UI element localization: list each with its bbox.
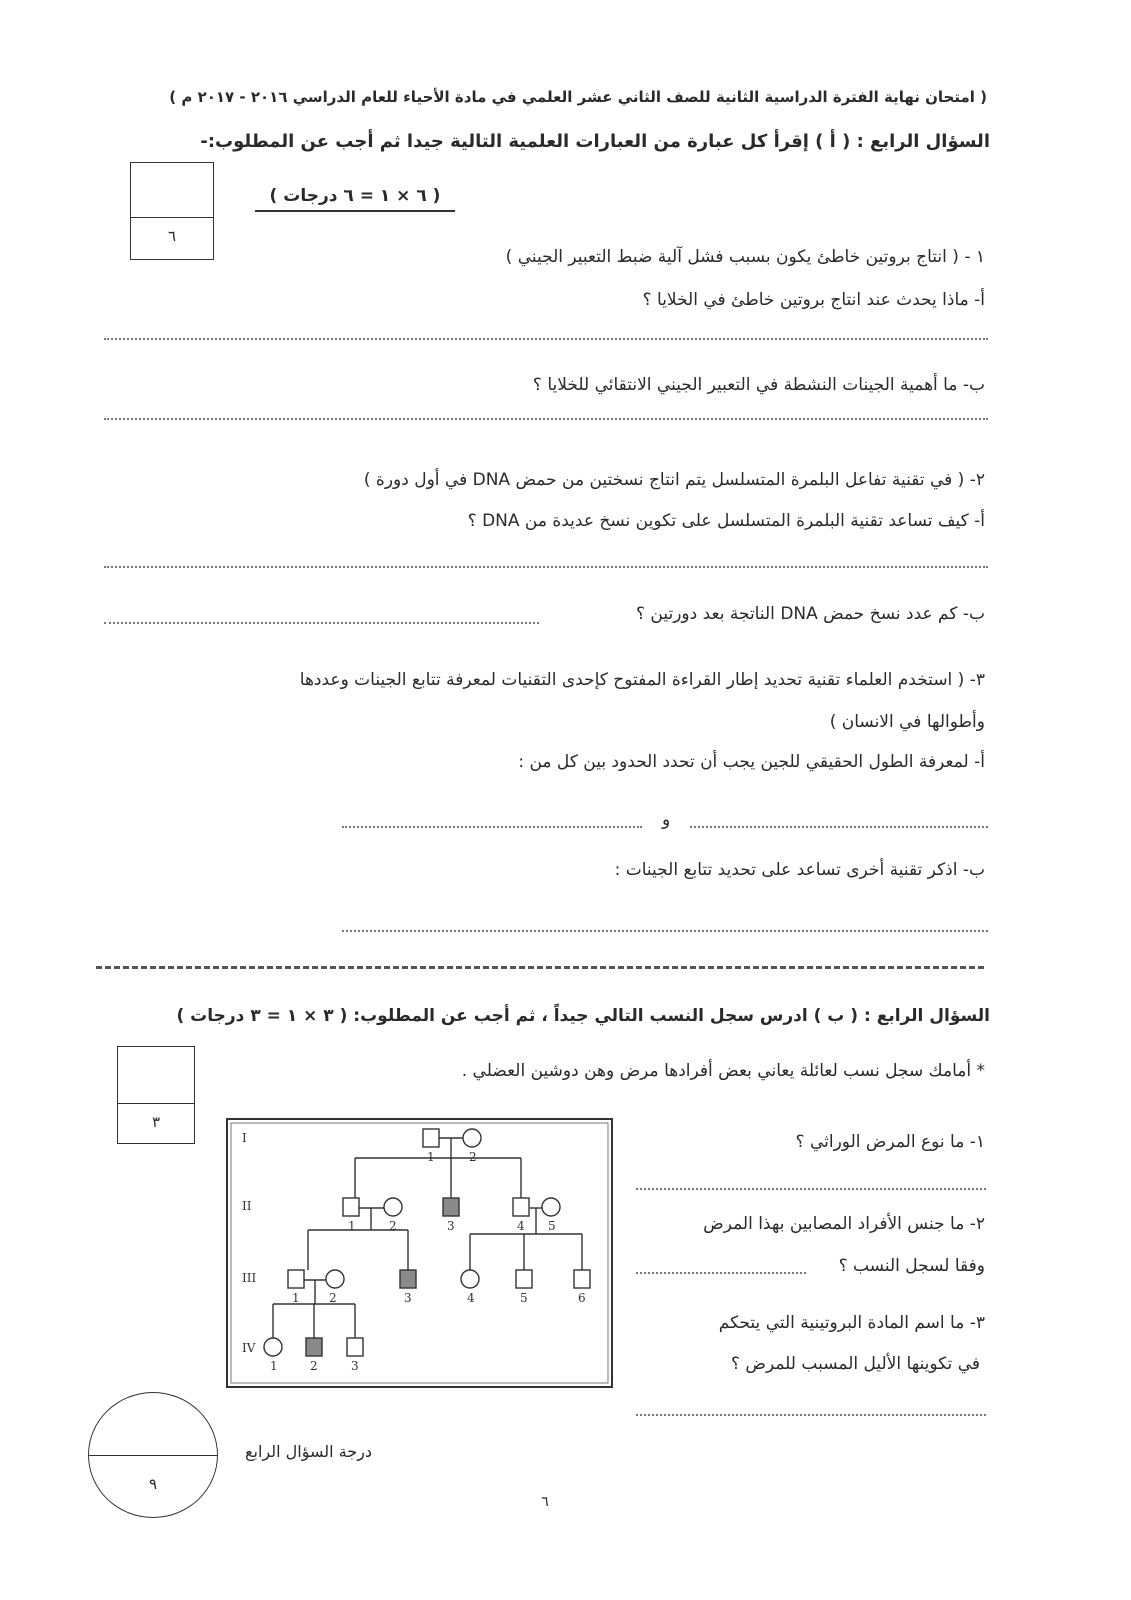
label-II-1: 1 [348, 1219, 356, 1233]
total-score-value: ٩ [148, 1475, 158, 1493]
individual-II-3-affected-male [443, 1198, 459, 1216]
individual-I-1-male [423, 1129, 439, 1147]
individual-II-4-male [513, 1198, 529, 1216]
q3-part-b: ب- اذكر تقنية أخرى تساعد على تحديد تتابع الجينات : [614, 860, 985, 880]
q3-b-answer-line[interactable] [342, 930, 988, 932]
q3-part-a: أ- لمعرفة الطول الحقيقي للجين يجب أن تحدد الحدود بين كل من : [518, 752, 985, 772]
q1-part-b: ب- ما أهمية الجينات النشطة في التعبير الجيني الانتقائي للخلايا ؟ [532, 375, 985, 395]
score-box-a-value: ٦ [167, 227, 177, 245]
q2-b-answer-line[interactable] [104, 622, 539, 624]
gen-label-4: IV [242, 1341, 256, 1355]
section-b-q1: ١- ما نوع المرض الوراثي ؟ [795, 1132, 985, 1152]
individual-III-2-female [326, 1270, 344, 1288]
q1-a-answer-line[interactable] [104, 338, 988, 340]
individual-III-1-male [288, 1270, 304, 1288]
individual-II-5-female [542, 1198, 560, 1216]
q2-part-a: أ- كيف تساعد تقنية البلمرة المتسلسل على تكوين نسخ عديدة من DNA ؟ [467, 511, 985, 531]
individual-III-3-affected-male [400, 1270, 416, 1288]
q3-statement-line2: وأطوالها في الانسان ) [829, 712, 985, 732]
individual-III-5-male [516, 1270, 532, 1288]
q2-part-b: ب- كم عدد نسخ حمض DNA الناتجة بعد دورتين ؟ [635, 604, 985, 624]
individual-III-6-male [574, 1270, 590, 1288]
label-III-2: 2 [329, 1291, 337, 1305]
individual-IV-2-affected-male [306, 1338, 322, 1356]
label-IV-1: 1 [270, 1359, 278, 1373]
individual-III-4-female [461, 1270, 479, 1288]
page-number: ٦ [541, 1494, 549, 1510]
section-a-title: السؤال الرابع : ( أ ) إقرأ كل عبارة من العبارات العلمية التالية جيدا ثم أجب عن المطلوب:- [200, 131, 990, 152]
section-b-q3-line2: في تكوينها الأليل المسبب للمرض ؟ [730, 1354, 980, 1374]
q3-a-and: و [662, 810, 671, 830]
section-b-intro: * أمامك سجل نسب لعائلة يعاني بعض أفرادها مرض وهن دوشين العضلي . [461, 1061, 985, 1081]
section-b-title: السؤال الرابع : ( ب ) ادرس سجل النسب التالي جيداً ، ثم أجب عن المطلوب: ( ٣ × ١ = ٣ درجات ) [176, 1006, 990, 1026]
label-III-6: 6 [578, 1291, 586, 1305]
q3-a-answer-line-2[interactable] [342, 826, 642, 828]
label-II-4: 4 [517, 1219, 525, 1233]
exam-header [125, 88, 987, 106]
label-III-5: 5 [520, 1291, 528, 1305]
section-b-q2-line2: وفقا لسجل النسب ؟ [838, 1256, 985, 1276]
individual-II-2-female [384, 1198, 402, 1216]
q1-statement: ١ - ( انتاج بروتين خاطئ يكون بسبب فشل آلية ضبط التعبير الجيني ) [505, 247, 985, 267]
label-III-3: 3 [404, 1291, 412, 1305]
section-b-q2-line1: ٢- ما جنس الأفراد المصابين بهذا المرض [703, 1214, 985, 1234]
q3-statement-line1: ٣- ( استخدم العلماء تقنية تحديد إطار القراءة المفتوح كإحدى التقنيات لمعرفة تتابع الجينات وعددها [299, 670, 985, 690]
gen-label-1: I [242, 1131, 247, 1145]
label-III-1: 1 [292, 1291, 300, 1305]
pedigree-frame [227, 1119, 612, 1387]
total-score-label: درجة السؤال الرابع [245, 1442, 372, 1461]
label-II-2: 2 [389, 1219, 397, 1233]
section-b-q3-answer-line[interactable] [636, 1414, 986, 1416]
label-III-4: 4 [467, 1291, 475, 1305]
label-I-2: 2 [469, 1150, 477, 1164]
q3-a-answer-line-1[interactable] [690, 826, 988, 828]
gen-label-3: III [242, 1271, 257, 1285]
individual-IV-3-male [347, 1338, 363, 1356]
q2-a-answer-line[interactable] [104, 566, 988, 568]
individual-I-2-female [463, 1129, 481, 1147]
total-score-circle [88, 1392, 218, 1518]
individual-IV-1-female [264, 1338, 282, 1356]
score-box-divider [118, 1103, 194, 1104]
exam-header-text: ( امتحان نهاية الفترة الدراسية الثانية للصف الثاني عشر العلمي في مادة الأحياء للعام الدراسي ٢٠١٦ - ٢٠١٧ م ) [169, 88, 987, 106]
section-a-marks: ( ٦ × ١ = ٦ درجات ) [255, 186, 455, 212]
score-box-b-value: ٣ [151, 1113, 161, 1131]
gen-label-2: II [242, 1199, 252, 1213]
score-box-b [117, 1046, 195, 1144]
label-II-3: 3 [447, 1219, 455, 1233]
label-I-1: 1 [427, 1150, 435, 1164]
q1-part-a: أ- ماذا يحدث عند انتاج بروتين خاطئ في الخلايا ؟ [642, 290, 985, 310]
score-box-a [130, 162, 214, 260]
score-box-divider [131, 217, 213, 218]
label-IV-2: 2 [310, 1359, 318, 1373]
pedigree-svg [226, 1118, 613, 1388]
section-b-q2-answer-line[interactable] [636, 1272, 806, 1274]
label-IV-3: 3 [351, 1359, 359, 1373]
individual-II-1-male [343, 1198, 359, 1216]
section-separator [96, 966, 984, 969]
q1-b-answer-line[interactable] [104, 418, 988, 420]
total-score-divider [89, 1455, 217, 1456]
pedigree-chart [226, 1118, 613, 1388]
label-II-5: 5 [548, 1219, 556, 1233]
section-b-q3-line1: ٣- ما اسم المادة البروتينية التي يتحكم [718, 1313, 985, 1333]
section-b-q1-answer-line[interactable] [636, 1188, 986, 1190]
q2-statement: ٢- ( في تقنية تفاعل البلمرة المتسلسل يتم انتاج نسختين من حمض DNA في أول دورة ) [363, 470, 985, 490]
